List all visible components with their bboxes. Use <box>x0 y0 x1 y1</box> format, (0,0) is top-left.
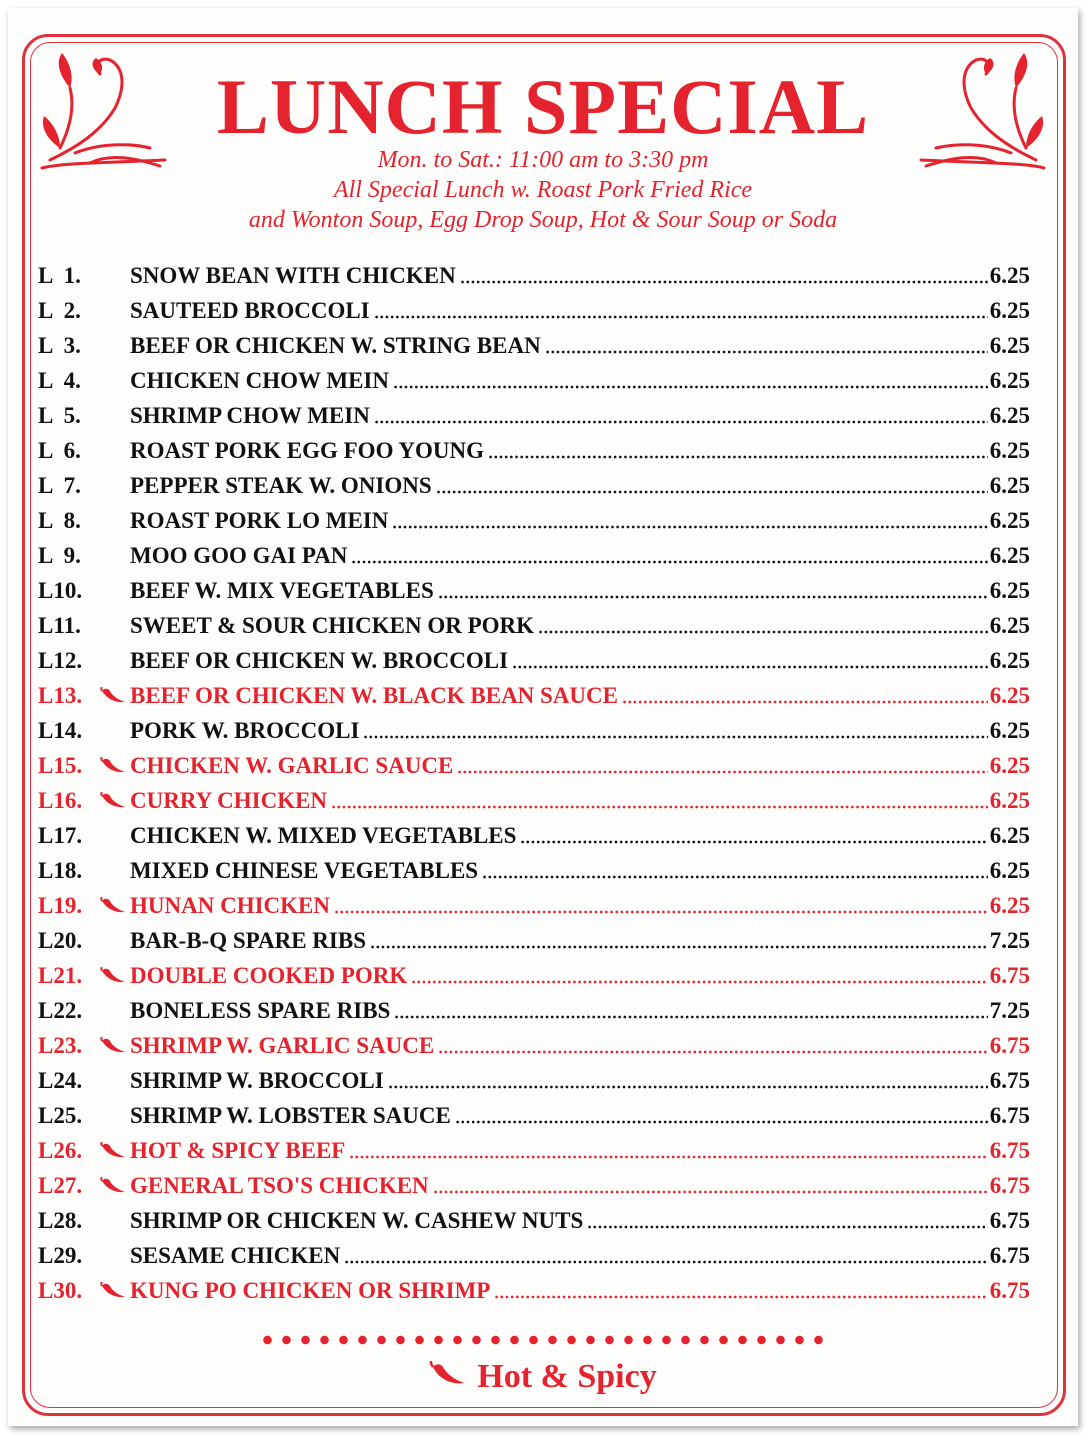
item-code: L20. <box>38 928 83 953</box>
menu-item <box>8 1028 1078 1063</box>
item-code: L11. <box>38 613 81 638</box>
item-name: SHRIMP CHOW MEIN <box>130 403 370 428</box>
item-price: 6.75 <box>989 1138 1030 1163</box>
menu-page <box>8 8 1078 1426</box>
item-price: 6.75 <box>989 1033 1030 1058</box>
item-code: L 6. <box>38 438 81 463</box>
menu-item <box>8 398 1078 433</box>
spicy-legend-label: Hot & Spicy <box>477 1358 657 1395</box>
dot-leader <box>344 1260 988 1264</box>
item-price: 6.25 <box>989 893 1030 918</box>
menu-item <box>8 713 1078 748</box>
item-code: L 4. <box>38 368 81 393</box>
dot-leader <box>622 700 988 704</box>
dot-leader <box>394 1015 987 1019</box>
chili-pepper-icon <box>100 1177 126 1195</box>
spicy-legend <box>8 1360 1078 1394</box>
item-code: L13. <box>38 683 83 708</box>
chili-pepper-icon <box>100 757 126 775</box>
item-price: 6.75 <box>989 1068 1030 1093</box>
item-price: 6.75 <box>989 1103 1030 1128</box>
item-name: BEEF OR CHICKEN W. BLACK BEAN SAUCE <box>130 683 618 708</box>
dot-leader <box>455 1120 988 1124</box>
item-code: L28. <box>38 1208 83 1233</box>
chili-pepper-icon <box>100 1037 126 1055</box>
item-code: L24. <box>38 1068 83 1093</box>
dot-leader <box>374 315 988 319</box>
item-price: 6.75 <box>989 1278 1030 1303</box>
item-name: HOT & SPICY BEEF <box>130 1138 346 1163</box>
dot-leader <box>482 875 988 879</box>
item-price: 6.25 <box>989 683 1030 708</box>
menu-item <box>8 573 1078 608</box>
item-code: L17. <box>38 823 83 848</box>
item-name: PORK W. BROCCOLI <box>130 718 360 743</box>
menu-item <box>8 1133 1078 1168</box>
menu-item <box>8 643 1078 678</box>
item-code: L30. <box>38 1278 83 1303</box>
item-code: L19. <box>38 893 83 918</box>
menu-item <box>8 748 1078 783</box>
chili-pepper-icon <box>100 967 126 985</box>
item-price: 6.75 <box>989 1173 1030 1198</box>
menu-item <box>8 258 1078 293</box>
menu-item <box>8 1273 1078 1308</box>
item-price: 7.25 <box>989 998 1030 1023</box>
dot-leader <box>370 945 988 949</box>
item-code: L23. <box>38 1033 83 1058</box>
item-code: L14. <box>38 718 83 743</box>
dot-leader <box>457 770 987 774</box>
item-price: 6.25 <box>989 333 1030 358</box>
menu-item <box>8 468 1078 503</box>
dot-leader <box>388 1085 988 1089</box>
item-name: CHICKEN W. MIXED VEGETABLES <box>130 823 517 848</box>
dot-leader <box>460 280 988 284</box>
chili-pepper-icon <box>100 1142 126 1160</box>
item-name: CHICKEN W. GARLIC SAUCE <box>130 753 454 778</box>
item-code: L12. <box>38 648 83 673</box>
item-code: L10. <box>38 578 83 603</box>
includes-text: All Special Lunch w. Roast Pork Fried Rice <box>333 177 753 203</box>
item-price: 6.25 <box>989 753 1030 778</box>
menu-item <box>8 363 1078 398</box>
item-code: L16. <box>38 788 83 813</box>
dot-leader <box>438 595 988 599</box>
page-title: LUNCH SPECIAL <box>216 63 870 150</box>
item-price: 6.25 <box>989 823 1030 848</box>
dot-leader <box>334 910 988 914</box>
menu-item <box>8 328 1078 363</box>
item-price: 6.25 <box>989 648 1030 673</box>
item-name: SHRIMP OR CHICKEN W. CASHEW NUTS <box>130 1208 584 1233</box>
item-name: SHRIMP W. LOBSTER SAUCE <box>130 1103 451 1128</box>
chili-pepper-icon <box>100 1282 126 1300</box>
item-name: BEEF OR CHICKEN W. BROCCOLI <box>130 648 509 673</box>
item-price: 6.25 <box>989 368 1030 393</box>
item-price: 6.75 <box>989 963 1030 988</box>
dot-leader <box>374 420 988 424</box>
chili-pepper-icon <box>100 897 126 915</box>
item-price: 6.75 <box>989 1243 1030 1268</box>
dot-leader <box>331 805 988 809</box>
item-price: 6.25 <box>989 578 1030 603</box>
item-code: L 5. <box>38 403 81 428</box>
chili-pepper-icon <box>100 792 126 810</box>
dot-leader <box>351 560 987 564</box>
item-name: ROAST PORK EGG FOO YOUNG <box>130 438 484 463</box>
dot-leader <box>433 1190 988 1194</box>
chili-pepper-icon <box>429 1361 469 1389</box>
item-name: CHICKEN CHOW MEIN <box>130 368 389 393</box>
item-name: DOUBLE COOKED PORK <box>130 963 408 988</box>
dotted-divider <box>258 1334 828 1346</box>
dot-leader <box>363 735 987 739</box>
menu-item <box>8 293 1078 328</box>
menu-item <box>8 1098 1078 1133</box>
menu-item <box>8 433 1078 468</box>
item-price: 6.25 <box>989 543 1030 568</box>
dot-leader <box>349 1155 987 1159</box>
item-code: L15. <box>38 753 83 778</box>
item-name: HUNAN CHICKEN <box>130 893 330 918</box>
menu-item <box>8 503 1078 538</box>
dot-leader <box>538 630 988 634</box>
soup-options-text: and Wonton Soup, Egg Drop Soup, Hot & Sour Soup or Soda <box>248 207 838 233</box>
item-price: 6.25 <box>989 473 1030 498</box>
item-name: CURRY CHICKEN <box>130 788 328 813</box>
item-name: BONELESS SPARE RIBS <box>130 998 391 1023</box>
item-code: L25. <box>38 1103 83 1128</box>
item-name: MOO GOO GAI PAN <box>130 543 348 568</box>
menu-item <box>8 1203 1078 1238</box>
menu-item <box>8 1063 1078 1098</box>
dot-leader <box>438 1050 988 1054</box>
dot-leader <box>494 1295 987 1299</box>
menu-item <box>8 923 1078 958</box>
item-name: SWEET & SOUR CHICKEN OR PORK <box>130 613 535 638</box>
item-name: MIXED CHINESE VEGETABLES <box>130 858 479 883</box>
item-price: 6.25 <box>989 613 1030 638</box>
dot-leader <box>436 490 988 494</box>
dot-leader <box>392 525 987 529</box>
item-name: BEEF W. MIX VEGETABLES <box>130 578 434 603</box>
item-name: SNOW BEAN WITH CHICKEN <box>130 263 456 288</box>
dot-leader <box>393 385 988 389</box>
item-code: L18. <box>38 858 83 883</box>
item-price: 6.25 <box>989 298 1030 323</box>
item-code: L 1. <box>38 263 81 288</box>
menu-item <box>8 608 1078 643</box>
menu-item <box>8 783 1078 818</box>
item-name: PEPPER STEAK W. ONIONS <box>130 473 432 498</box>
item-code: L 7. <box>38 473 81 498</box>
item-price: 6.25 <box>989 438 1030 463</box>
item-code: L26. <box>38 1138 83 1163</box>
menu-item <box>8 678 1078 713</box>
dot-leader <box>512 665 988 669</box>
menu-item <box>8 1238 1078 1273</box>
item-price: 6.25 <box>989 788 1030 813</box>
item-code: L22. <box>38 998 83 1023</box>
item-name: BAR-B-Q SPARE RIBS <box>130 928 366 953</box>
item-name: SHRIMP W. BROCCOLI <box>130 1068 384 1093</box>
dot-leader <box>488 455 988 459</box>
item-name: SAUTEED BROCCOLI <box>130 298 370 323</box>
menu-item <box>8 853 1078 888</box>
menu-item <box>8 958 1078 993</box>
item-price: 6.75 <box>989 1208 1030 1233</box>
item-price: 6.25 <box>989 718 1030 743</box>
item-price: 6.25 <box>989 858 1030 883</box>
item-code: L29. <box>38 1243 83 1268</box>
item-code: L 8. <box>38 508 81 533</box>
item-name: ROAST PORK LO MEIN <box>130 508 389 533</box>
item-price: 6.25 <box>989 508 1030 533</box>
item-name: KUNG PO CHICKEN OR SHRIMP <box>130 1278 491 1303</box>
dot-leader <box>411 980 987 984</box>
item-price: 7.25 <box>989 928 1030 953</box>
item-code: L 3. <box>38 333 81 358</box>
chili-pepper-icon <box>100 687 126 705</box>
item-name: GENERAL TSO'S CHICKEN <box>130 1173 429 1198</box>
item-code: L27. <box>38 1173 83 1198</box>
dot-leader <box>520 840 987 844</box>
item-name: SHRIMP W. GARLIC SAUCE <box>130 1033 435 1058</box>
item-code: L 2. <box>38 298 81 323</box>
menu-item <box>8 818 1078 853</box>
menu-item <box>8 993 1078 1028</box>
menu-item <box>8 888 1078 923</box>
item-price: 6.25 <box>989 403 1030 428</box>
item-price: 6.25 <box>989 263 1030 288</box>
item-code: L21. <box>38 963 83 988</box>
menu-item <box>8 538 1078 573</box>
item-name: SESAME CHICKEN <box>130 1243 341 1268</box>
menu-item <box>8 1168 1078 1203</box>
item-name: BEEF OR CHICKEN W. STRING BEAN <box>130 333 541 358</box>
dot-leader <box>545 350 988 354</box>
item-code: L 9. <box>38 543 81 568</box>
dot-leader <box>587 1225 987 1229</box>
hours-text: Mon. to Sat.: 11:00 am to 3:30 pm <box>377 147 709 173</box>
